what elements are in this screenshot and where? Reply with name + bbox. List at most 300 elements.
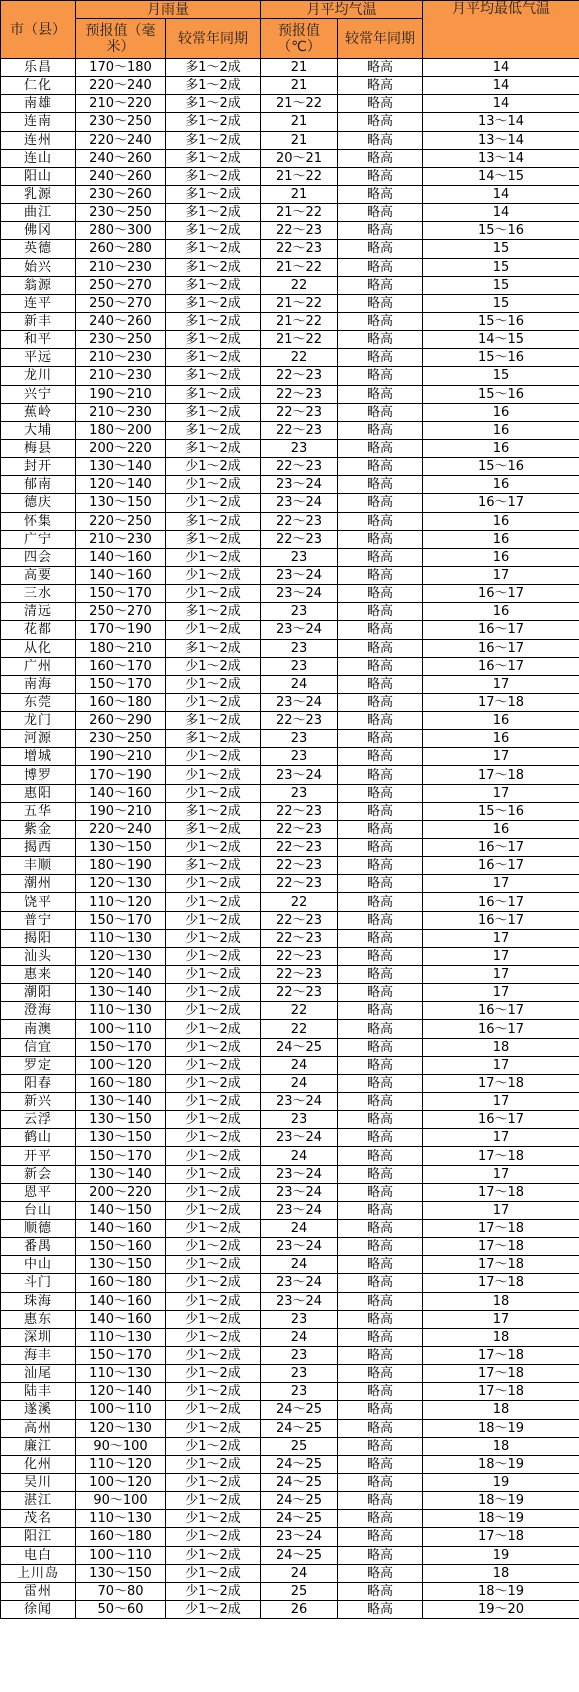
min-temp-cell: 17 xyxy=(423,748,579,766)
temp-forecast-cell: 24～25 xyxy=(261,1419,338,1437)
table-row xyxy=(1,784,579,802)
rain-compare-cell: 少1～2成 xyxy=(166,621,261,639)
table-row xyxy=(1,621,579,639)
temp-forecast-cell: 21～22 xyxy=(261,95,338,113)
temp-forecast-cell: 23 xyxy=(261,1365,338,1383)
temp-compare-cell: 略高 xyxy=(338,621,423,639)
temp-forecast-cell: 22～23 xyxy=(261,240,338,258)
city-cell: 深圳 xyxy=(1,1328,76,1346)
min-temp-cell: 17 xyxy=(423,566,579,584)
rain-compare-cell: 少1～2成 xyxy=(166,1510,261,1528)
rain-forecast-cell: 220～240 xyxy=(76,820,166,838)
table-row xyxy=(1,476,579,494)
rain-forecast-cell: 220～240 xyxy=(76,77,166,95)
rain-forecast-cell: 120～140 xyxy=(76,966,166,984)
temp-forecast-cell: 22～23 xyxy=(261,929,338,947)
table-row xyxy=(1,693,579,711)
temp-compare-cell: 略高 xyxy=(338,312,423,330)
rain-forecast-cell: 190～210 xyxy=(76,748,166,766)
rain-compare-cell: 多1～2成 xyxy=(166,185,261,203)
min-temp-cell: 16 xyxy=(423,403,579,421)
city-cell: 揭西 xyxy=(1,839,76,857)
rain-compare-cell: 少1～2成 xyxy=(166,1111,261,1129)
min-temp-cell: 16～17 xyxy=(423,839,579,857)
temp-forecast-cell: 21～22 xyxy=(261,204,338,222)
header-temp-group: 月平均气温 xyxy=(261,1,423,19)
temp-forecast-cell: 22 xyxy=(261,276,338,294)
temp-compare-cell: 略高 xyxy=(338,1346,423,1364)
city-cell: 湛江 xyxy=(1,1492,76,1510)
temp-forecast-cell: 22～23 xyxy=(261,367,338,385)
min-temp-cell: 16～17 xyxy=(423,1002,579,1020)
rain-compare-cell: 多1～2成 xyxy=(166,294,261,312)
min-temp-cell: 19 xyxy=(423,1546,579,1564)
city-cell: 梅县 xyxy=(1,439,76,457)
rain-forecast-cell: 140～160 xyxy=(76,784,166,802)
rain-forecast-cell: 110～120 xyxy=(76,893,166,911)
min-temp-cell: 18 xyxy=(423,1038,579,1056)
temp-compare-cell: 略高 xyxy=(338,1600,423,1618)
min-temp-cell: 17～18 xyxy=(423,1220,579,1238)
rain-compare-cell: 多1～2成 xyxy=(166,530,261,548)
rain-compare-cell: 少1～2成 xyxy=(166,675,261,693)
city-cell: 斗门 xyxy=(1,1274,76,1292)
temp-compare-cell: 略高 xyxy=(338,802,423,820)
rain-forecast-cell: 90～100 xyxy=(76,1492,166,1510)
temp-compare-cell: 略高 xyxy=(338,349,423,367)
temp-forecast-cell: 23 xyxy=(261,1346,338,1364)
temp-forecast-cell: 22～23 xyxy=(261,403,338,421)
temp-compare-cell: 略高 xyxy=(338,367,423,385)
rain-forecast-cell: 250～270 xyxy=(76,276,166,294)
min-temp-cell: 15～16 xyxy=(423,349,579,367)
rain-compare-cell: 多1～2成 xyxy=(166,603,261,621)
city-cell: 海丰 xyxy=(1,1346,76,1364)
temp-forecast-cell: 21～22 xyxy=(261,294,338,312)
temp-compare-cell: 略高 xyxy=(338,494,423,512)
rain-compare-cell: 少1～2成 xyxy=(166,1546,261,1564)
rain-compare-cell: 少1～2成 xyxy=(166,1473,261,1491)
header-row-1 xyxy=(1,1,579,19)
rain-compare-cell: 少1～2成 xyxy=(166,1383,261,1401)
rain-forecast-cell: 210～230 xyxy=(76,403,166,421)
min-temp-cell: 17～18 xyxy=(423,1365,579,1383)
temp-compare-cell: 略高 xyxy=(338,458,423,476)
min-temp-cell: 14 xyxy=(423,185,579,203)
min-temp-cell: 15～16 xyxy=(423,222,579,240)
city-cell: 龙川 xyxy=(1,367,76,385)
min-temp-cell: 16 xyxy=(423,476,579,494)
temp-compare-cell: 略高 xyxy=(338,657,423,675)
rain-compare-cell: 少1～2成 xyxy=(166,1093,261,1111)
rain-compare-cell: 少1～2成 xyxy=(166,585,261,603)
city-cell: 番禺 xyxy=(1,1238,76,1256)
table-row xyxy=(1,494,579,512)
rain-compare-cell: 多1～2成 xyxy=(166,385,261,403)
temp-compare-cell: 略高 xyxy=(338,113,423,131)
temp-forecast-cell: 21 xyxy=(261,131,338,149)
table-row xyxy=(1,966,579,984)
min-temp-cell: 19～20 xyxy=(423,1600,579,1618)
temp-forecast-cell: 24 xyxy=(261,1074,338,1092)
temp-compare-cell: 略高 xyxy=(338,1546,423,1564)
rain-forecast-cell: 160～180 xyxy=(76,1074,166,1092)
temp-forecast-cell: 22～23 xyxy=(261,458,338,476)
table-row xyxy=(1,1183,579,1201)
rain-forecast-cell: 100～110 xyxy=(76,1401,166,1419)
table-row xyxy=(1,167,579,185)
min-temp-cell: 15～16 xyxy=(423,385,579,403)
table-row xyxy=(1,113,579,131)
rain-compare-cell: 多1～2成 xyxy=(166,167,261,185)
city-cell: 连山 xyxy=(1,149,76,167)
rain-forecast-cell: 140～160 xyxy=(76,548,166,566)
rain-compare-cell: 少1～2成 xyxy=(166,947,261,965)
temp-compare-cell: 略高 xyxy=(338,1256,423,1274)
rain-compare-cell: 少1～2成 xyxy=(166,1492,261,1510)
rain-forecast-cell: 100～110 xyxy=(76,1020,166,1038)
rain-forecast-cell: 160～180 xyxy=(76,693,166,711)
temp-forecast-cell: 23～24 xyxy=(261,1183,338,1201)
temp-forecast-cell: 22～23 xyxy=(261,712,338,730)
table-row xyxy=(1,240,579,258)
city-cell: 始兴 xyxy=(1,258,76,276)
temp-compare-cell: 略高 xyxy=(338,603,423,621)
rain-forecast-cell: 130～140 xyxy=(76,984,166,1002)
rain-compare-cell: 少1～2成 xyxy=(166,875,261,893)
temp-forecast-cell: 24～25 xyxy=(261,1546,338,1564)
city-cell: 廉江 xyxy=(1,1437,76,1455)
rain-compare-cell: 少1～2成 xyxy=(166,1201,261,1219)
rain-forecast-cell: 150～170 xyxy=(76,1038,166,1056)
city-cell: 蕉岭 xyxy=(1,403,76,421)
rain-forecast-cell: 120～130 xyxy=(76,1419,166,1437)
rain-compare-cell: 少1～2成 xyxy=(166,1437,261,1455)
table-row xyxy=(1,820,579,838)
temp-forecast-cell: 24～25 xyxy=(261,1401,338,1419)
temp-compare-cell: 略高 xyxy=(338,1528,423,1546)
temp-forecast-cell: 24～25 xyxy=(261,1455,338,1473)
temp-compare-cell: 略高 xyxy=(338,585,423,603)
table-row xyxy=(1,458,579,476)
temp-compare-cell: 略高 xyxy=(338,1201,423,1219)
city-cell: 高要 xyxy=(1,566,76,584)
rain-forecast-cell: 260～290 xyxy=(76,712,166,730)
temp-compare-cell: 略高 xyxy=(338,1038,423,1056)
temp-compare-cell: 略高 xyxy=(338,1093,423,1111)
temp-forecast-cell: 23 xyxy=(261,784,338,802)
city-cell: 潮阳 xyxy=(1,984,76,1002)
temp-compare-cell: 略高 xyxy=(338,258,423,276)
table-row xyxy=(1,1401,579,1419)
rain-compare-cell: 少1～2成 xyxy=(166,1002,261,1020)
rain-forecast-cell: 230～250 xyxy=(76,113,166,131)
min-temp-cell: 14 xyxy=(423,77,579,95)
rain-compare-cell: 少1～2成 xyxy=(166,1582,261,1600)
rain-forecast-cell: 230～250 xyxy=(76,730,166,748)
rain-forecast-cell: 110～130 xyxy=(76,1002,166,1020)
temp-compare-cell: 略高 xyxy=(338,984,423,1002)
temp-compare-cell: 略高 xyxy=(338,893,423,911)
rain-compare-cell: 少1～2成 xyxy=(166,1274,261,1292)
rain-forecast-cell: 180～210 xyxy=(76,639,166,657)
table-row xyxy=(1,149,579,167)
rain-forecast-cell: 100～120 xyxy=(76,1056,166,1074)
rain-compare-cell: 少1～2成 xyxy=(166,458,261,476)
rain-forecast-cell: 170～180 xyxy=(76,59,166,77)
min-temp-cell: 18～19 xyxy=(423,1510,579,1528)
min-temp-cell: 16～17 xyxy=(423,1111,579,1129)
min-temp-cell: 15 xyxy=(423,258,579,276)
rain-compare-cell: 少1～2成 xyxy=(166,784,261,802)
rain-forecast-cell: 160～180 xyxy=(76,1274,166,1292)
table-row xyxy=(1,530,579,548)
min-temp-cell: 17 xyxy=(423,675,579,693)
temp-compare-cell: 略高 xyxy=(338,421,423,439)
city-cell: 东莞 xyxy=(1,693,76,711)
min-temp-cell: 15 xyxy=(423,294,579,312)
table-row xyxy=(1,730,579,748)
min-temp-cell: 18 xyxy=(423,1564,579,1582)
temp-forecast-cell: 21～22 xyxy=(261,312,338,330)
rain-forecast-cell: 110～130 xyxy=(76,929,166,947)
rain-forecast-cell: 220～240 xyxy=(76,131,166,149)
table-row xyxy=(1,712,579,730)
table-row xyxy=(1,77,579,95)
rain-compare-cell: 多1～2成 xyxy=(166,639,261,657)
temp-compare-cell: 略高 xyxy=(338,77,423,95)
temp-forecast-cell: 24～25 xyxy=(261,1492,338,1510)
temp-forecast-cell: 22～23 xyxy=(261,530,338,548)
rain-compare-cell: 少1～2成 xyxy=(166,839,261,857)
min-temp-cell: 16 xyxy=(423,439,579,457)
temp-compare-cell: 略高 xyxy=(338,1310,423,1328)
temp-forecast-cell: 22～23 xyxy=(261,802,338,820)
city-cell: 高州 xyxy=(1,1419,76,1437)
rain-compare-cell: 少1～2成 xyxy=(166,566,261,584)
min-temp-cell: 14 xyxy=(423,95,579,113)
temp-forecast-cell: 22 xyxy=(261,349,338,367)
temp-compare-cell: 略高 xyxy=(338,1383,423,1401)
temp-forecast-cell: 23 xyxy=(261,439,338,457)
table-row xyxy=(1,802,579,820)
temp-forecast-cell: 25 xyxy=(261,1582,338,1600)
temp-compare-cell: 略高 xyxy=(338,512,423,530)
rain-compare-cell: 少1～2成 xyxy=(166,766,261,784)
rain-compare-cell: 少1～2成 xyxy=(166,657,261,675)
table-row xyxy=(1,294,579,312)
min-temp-cell: 17～18 xyxy=(423,1274,579,1292)
city-cell: 乐昌 xyxy=(1,59,76,77)
table-row xyxy=(1,421,579,439)
table-row xyxy=(1,839,579,857)
temp-forecast-cell: 21 xyxy=(261,185,338,203)
rain-forecast-cell: 150～170 xyxy=(76,675,166,693)
table-body xyxy=(1,59,579,1619)
temp-forecast-cell: 22～23 xyxy=(261,820,338,838)
rain-forecast-cell: 170～190 xyxy=(76,766,166,784)
min-temp-cell: 17 xyxy=(423,966,579,984)
rain-forecast-cell: 210～220 xyxy=(76,95,166,113)
city-cell: 连南 xyxy=(1,113,76,131)
table-row xyxy=(1,1220,579,1238)
city-cell: 丰顺 xyxy=(1,857,76,875)
rain-forecast-cell: 180～200 xyxy=(76,421,166,439)
rain-compare-cell: 少1～2成 xyxy=(166,548,261,566)
table-row xyxy=(1,385,579,403)
temp-compare-cell: 略高 xyxy=(338,1220,423,1238)
rain-compare-cell: 多1～2成 xyxy=(166,77,261,95)
rain-forecast-cell: 140～160 xyxy=(76,1292,166,1310)
min-temp-cell: 17 xyxy=(423,1310,579,1328)
rain-forecast-cell: 150～170 xyxy=(76,585,166,603)
min-temp-cell: 14 xyxy=(423,59,579,77)
temp-compare-cell: 略高 xyxy=(338,530,423,548)
rain-forecast-cell: 200～220 xyxy=(76,439,166,457)
temp-forecast-cell: 22～23 xyxy=(261,512,338,530)
temp-compare-cell: 略高 xyxy=(338,911,423,929)
table-row xyxy=(1,95,579,113)
temp-forecast-cell: 22～23 xyxy=(261,966,338,984)
rain-compare-cell: 多1～2成 xyxy=(166,331,261,349)
temp-compare-cell: 略高 xyxy=(338,1419,423,1437)
rain-forecast-cell: 140～160 xyxy=(76,1310,166,1328)
rain-compare-cell: 少1～2成 xyxy=(166,893,261,911)
temp-compare-cell: 略高 xyxy=(338,204,423,222)
table-header xyxy=(1,1,579,59)
rain-compare-cell: 少1～2成 xyxy=(166,1528,261,1546)
temp-forecast-cell: 24 xyxy=(261,675,338,693)
city-cell: 翁源 xyxy=(1,276,76,294)
temp-forecast-cell: 22～23 xyxy=(261,947,338,965)
city-cell: 雷州 xyxy=(1,1582,76,1600)
rain-compare-cell: 少1～2成 xyxy=(166,494,261,512)
rain-compare-cell: 多1～2成 xyxy=(166,439,261,457)
city-cell: 封开 xyxy=(1,458,76,476)
temp-forecast-cell: 23～24 xyxy=(261,585,338,603)
min-temp-cell: 15～16 xyxy=(423,312,579,330)
rain-compare-cell: 少1～2成 xyxy=(166,1455,261,1473)
city-cell: 英德 xyxy=(1,240,76,258)
temp-compare-cell: 略高 xyxy=(338,566,423,584)
temp-forecast-cell: 21～22 xyxy=(261,167,338,185)
city-cell: 电白 xyxy=(1,1546,76,1564)
temp-forecast-cell: 21 xyxy=(261,113,338,131)
city-cell: 郁南 xyxy=(1,476,76,494)
temp-compare-cell: 略高 xyxy=(338,820,423,838)
min-temp-cell: 17 xyxy=(423,1165,579,1183)
temp-forecast-cell: 22～23 xyxy=(261,857,338,875)
rain-forecast-cell: 90～100 xyxy=(76,1437,166,1455)
temp-forecast-cell: 23～24 xyxy=(261,1238,338,1256)
rain-compare-cell: 多1～2成 xyxy=(166,222,261,240)
rain-compare-cell: 多1～2成 xyxy=(166,802,261,820)
min-temp-cell: 16～17 xyxy=(423,893,579,911)
temp-forecast-cell: 25 xyxy=(261,1437,338,1455)
city-cell: 龙门 xyxy=(1,712,76,730)
temp-forecast-cell: 26 xyxy=(261,1600,338,1618)
temp-compare-cell: 略高 xyxy=(338,1328,423,1346)
city-cell: 惠东 xyxy=(1,1310,76,1328)
temp-forecast-cell: 24～25 xyxy=(261,1510,338,1528)
table-row xyxy=(1,1129,579,1147)
temp-compare-cell: 略高 xyxy=(338,294,423,312)
rain-compare-cell: 多1～2成 xyxy=(166,730,261,748)
temp-forecast-cell: 21 xyxy=(261,59,338,77)
city-cell: 三水 xyxy=(1,585,76,603)
table-row xyxy=(1,1002,579,1020)
rain-compare-cell: 少1～2成 xyxy=(166,1238,261,1256)
rain-compare-cell: 多1～2成 xyxy=(166,857,261,875)
city-cell: 连州 xyxy=(1,131,76,149)
rain-forecast-cell: 130～150 xyxy=(76,1256,166,1274)
city-cell: 怀集 xyxy=(1,512,76,530)
temp-compare-cell: 略高 xyxy=(338,693,423,711)
temp-compare-cell: 略高 xyxy=(338,1292,423,1310)
rain-compare-cell: 少1～2成 xyxy=(166,1056,261,1074)
temp-forecast-cell: 23～24 xyxy=(261,566,338,584)
rain-compare-cell: 少1～2成 xyxy=(166,1292,261,1310)
table-row xyxy=(1,875,579,893)
rain-compare-cell: 少1～2成 xyxy=(166,1165,261,1183)
temp-compare-cell: 略高 xyxy=(338,167,423,185)
rain-forecast-cell: 150～170 xyxy=(76,1346,166,1364)
city-cell: 珠海 xyxy=(1,1292,76,1310)
rain-compare-cell: 少1～2成 xyxy=(166,1310,261,1328)
temp-forecast-cell: 23～24 xyxy=(261,1274,338,1292)
min-temp-cell: 17 xyxy=(423,984,579,1002)
rain-forecast-cell: 240～260 xyxy=(76,149,166,167)
temp-forecast-cell: 23 xyxy=(261,548,338,566)
city-cell: 吴川 xyxy=(1,1473,76,1491)
rain-compare-cell: 多1～2成 xyxy=(166,512,261,530)
table-row xyxy=(1,1147,579,1165)
temp-forecast-cell: 24 xyxy=(261,1056,338,1074)
temp-forecast-cell: 23 xyxy=(261,639,338,657)
city-cell: 清远 xyxy=(1,603,76,621)
min-temp-cell: 17 xyxy=(423,875,579,893)
table-row xyxy=(1,1165,579,1183)
city-cell: 德庆 xyxy=(1,494,76,512)
city-cell: 花都 xyxy=(1,621,76,639)
temp-compare-cell: 略高 xyxy=(338,1165,423,1183)
min-temp-cell: 18～19 xyxy=(423,1492,579,1510)
temp-forecast-cell: 23～24 xyxy=(261,494,338,512)
rain-compare-cell: 多1～2成 xyxy=(166,149,261,167)
rain-compare-cell: 多1～2成 xyxy=(166,59,261,77)
temp-compare-cell: 略高 xyxy=(338,385,423,403)
table-row xyxy=(1,1346,579,1364)
temp-compare-cell: 略高 xyxy=(338,748,423,766)
temp-forecast-cell: 21～22 xyxy=(261,331,338,349)
rain-forecast-cell: 100～110 xyxy=(76,1546,166,1564)
temp-compare-cell: 略高 xyxy=(338,675,423,693)
min-temp-cell: 17～18 xyxy=(423,1147,579,1165)
table-row xyxy=(1,1274,579,1292)
temp-compare-cell: 略高 xyxy=(338,439,423,457)
rain-compare-cell: 少1～2成 xyxy=(166,748,261,766)
temp-compare-cell: 略高 xyxy=(338,766,423,784)
rain-forecast-cell: 160～170 xyxy=(76,657,166,675)
rain-compare-cell: 少1～2成 xyxy=(166,1346,261,1364)
rain-forecast-cell: 240～260 xyxy=(76,312,166,330)
temp-forecast-cell: 24 xyxy=(261,1328,338,1346)
rain-compare-cell: 少1～2成 xyxy=(166,911,261,929)
table-row xyxy=(1,1455,579,1473)
rain-compare-cell: 多1～2成 xyxy=(166,131,261,149)
min-temp-cell: 16～17 xyxy=(423,1020,579,1038)
rain-forecast-cell: 240～260 xyxy=(76,167,166,185)
